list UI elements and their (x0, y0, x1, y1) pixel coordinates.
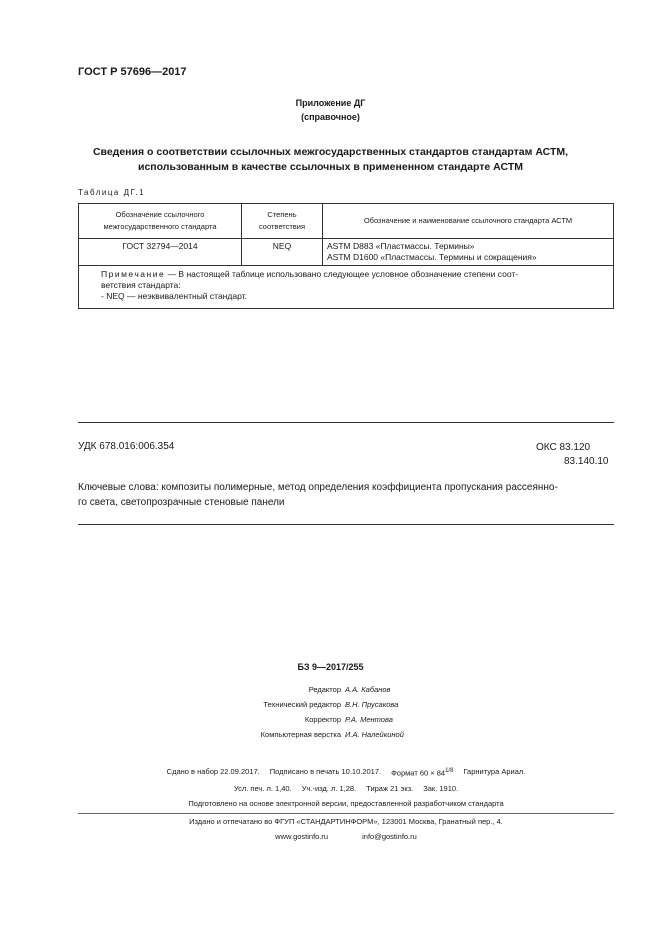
editor-name: И.А. Налейкиной (345, 730, 404, 739)
note-head: Примечание (101, 269, 166, 279)
imprint-format: Формат 60 × 84 (391, 768, 446, 778)
keywords-line2: го света, светопрозрачные стеновые панели (78, 497, 285, 508)
imprint-typeface: Гарнитура Ариал. (463, 767, 526, 776)
editor-line (200, 682, 460, 697)
table-header-row (79, 204, 614, 239)
imprint-block (78, 764, 614, 816)
editor-line (200, 727, 460, 742)
imprint-circulation: Тираж 21 экз. (366, 783, 414, 793)
editor-role: Редактор (308, 685, 341, 694)
imprint-submitted: Сдано в набор 22.09.2017. (166, 767, 260, 776)
editor-role: Корректор (304, 715, 341, 724)
imprint-row2 (78, 781, 614, 796)
cell-standard: ГОСТ 32794—2014 (79, 239, 242, 266)
editor-line (200, 712, 460, 727)
editor-role: Компьютерная верстка (260, 730, 341, 739)
divider-top (78, 422, 614, 423)
imprint-print-sheets: Усл. печ. л. 1,40. (233, 783, 292, 793)
annex-heading-line1: Сведения о соответствии ссылочных межгосударственных стандартов стандартам АСТМ, (92, 146, 569, 158)
header-col-degree: Степень соответствия (242, 204, 323, 239)
oks-code1: 83.120 (559, 442, 591, 453)
imprint-order: Зак. 1910. (423, 783, 459, 793)
cell-astm (323, 239, 614, 266)
annex-heading (60, 145, 601, 175)
note-text1: — В настоящей таблице использовано следующее условное обозначение степени соот- (165, 269, 519, 279)
email-link[interactable]: info@gostinfo.ru (362, 832, 417, 841)
keywords (78, 480, 614, 510)
table-label: Таблица ДГ.1 (78, 188, 146, 197)
note-text3: - NEQ — неэквивалентный стандарт. (101, 291, 247, 301)
keywords-line1: Ключевые слова: композиты полимерные, метод определения коэффициента пропускания рассеянно- (78, 482, 558, 493)
oks-code2: 83.140.10 (564, 456, 609, 467)
imprint-signed: Подписано в печать 10.10.2017. (269, 767, 382, 776)
annex-title: Приложение ДГ (295, 98, 366, 108)
bz-number: БЗ 9—2017/255 (297, 662, 364, 672)
annex-block (0, 96, 661, 124)
publisher-footer (78, 814, 614, 844)
editors-list (200, 682, 460, 742)
editor-line (200, 697, 460, 712)
note-text2: ветствия стандарта: (101, 280, 181, 290)
imprint-pub-sheets: Уч.-изд. л. 1,28. (301, 783, 357, 793)
annex-subtitle: (справочное) (301, 112, 360, 122)
editor-name: А.А. Кабанов (345, 685, 391, 694)
publisher-info: Издано и отпечатано во ФГУП «СТАНДАРТИНФОРМ», 123001 Москва, Гранатный пер., 4. (189, 817, 503, 826)
annex-heading-line2: использованным в качестве ссылочных в примененном стандарте АСТМ (138, 161, 523, 173)
oks-label: ОКС (536, 442, 557, 453)
header-col-standard: Обозначение ссылочного межгосударственного стандарта (79, 204, 242, 239)
document-number: ГОСТ Р 57696—2017 (78, 66, 187, 78)
udk-code: УДК 678.016:006.354 (78, 441, 175, 452)
divider-bottom (78, 524, 614, 525)
astm-line1: ASTM D883 «Пластмассы. Термины» (327, 241, 475, 251)
imprint-row1 (78, 764, 614, 781)
oks-block (536, 441, 609, 469)
editor-role: Технический редактор (263, 700, 341, 709)
editor-name: В.Н. Прусакова (345, 700, 399, 709)
editor-name: Р.А. Ментова (345, 715, 393, 724)
header-col-astm: Обозначение и наименование ссылочного стандарта АСТМ (323, 204, 614, 239)
standards-table (78, 203, 614, 309)
table-note-row (79, 266, 614, 309)
imprint-format-fraction: 1/8 (445, 768, 454, 774)
table-note (79, 266, 614, 309)
table-row (79, 239, 614, 266)
astm-line2: ASTM D1600 «Пластмассы. Термины и сокращения» (327, 252, 537, 262)
website-link[interactable]: www.gostinfo.ru (275, 832, 329, 841)
imprint-prepared: Подготовлено на основе электронной версии, предоставленной разработчиком стандарта (188, 798, 504, 808)
cell-degree: NEQ (242, 239, 323, 266)
